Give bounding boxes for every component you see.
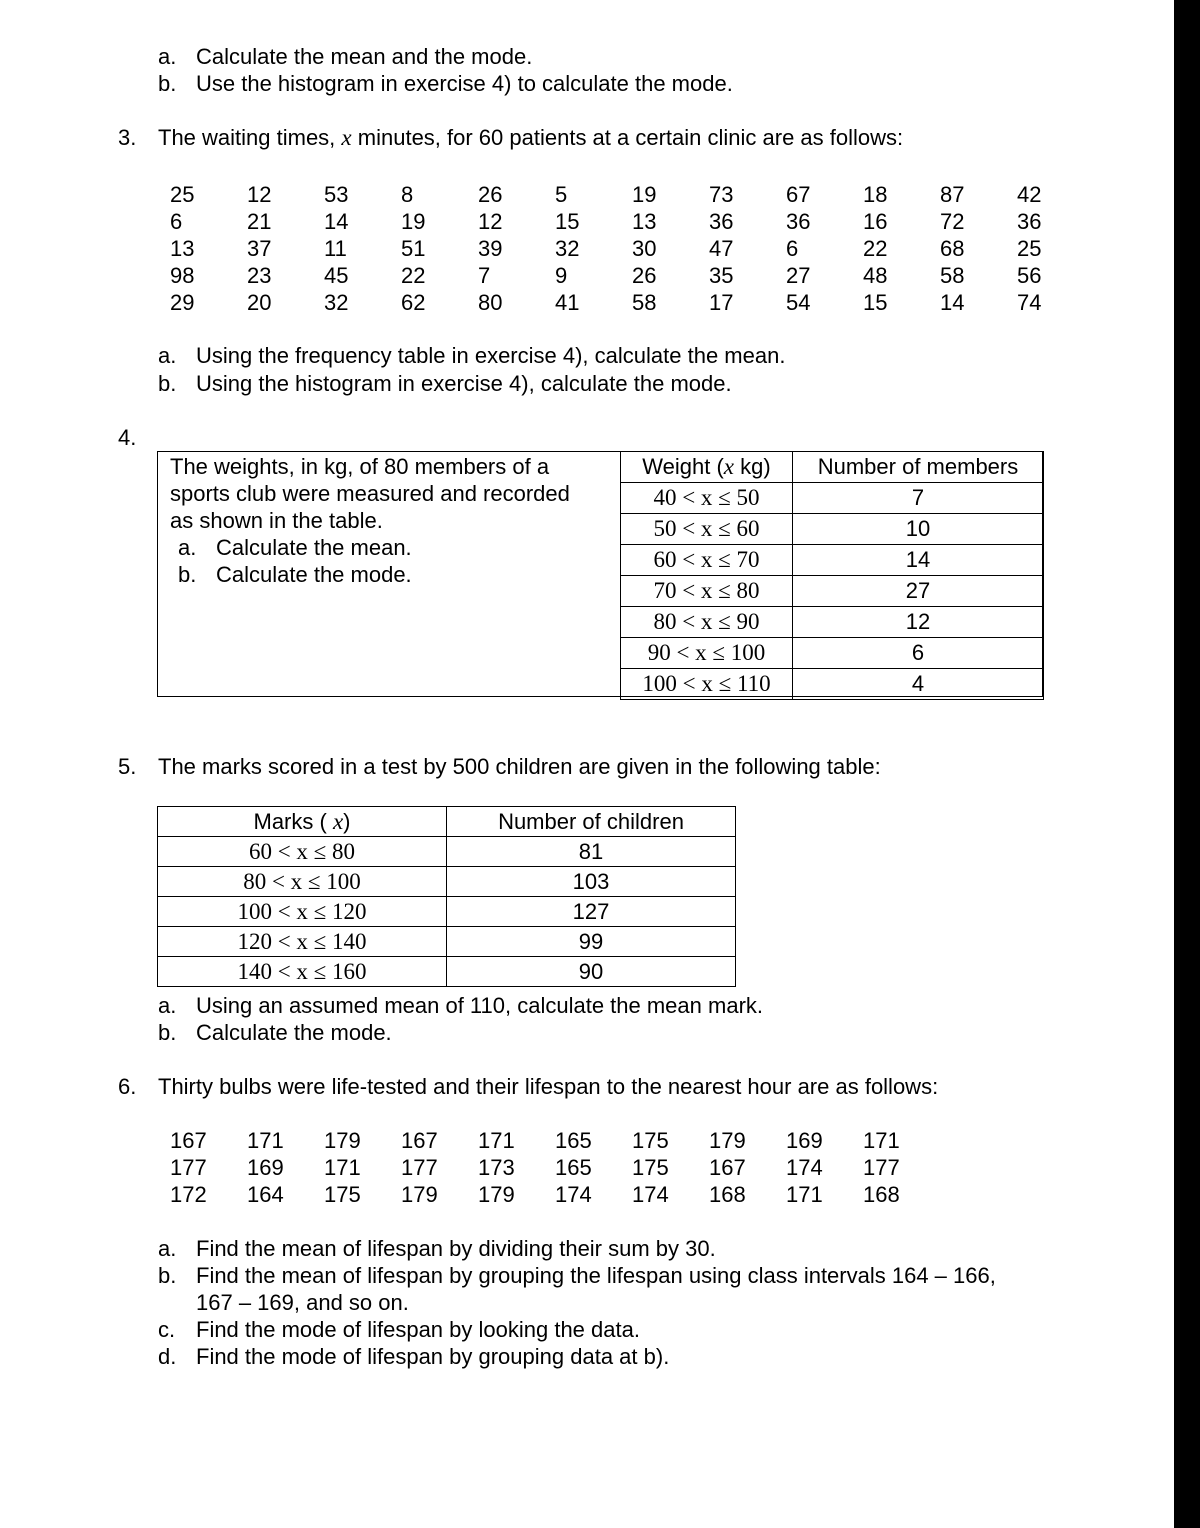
ex4-line-1: The weights, in kg, of 80 members of a — [170, 454, 550, 479]
ex6-data-value: 179 — [324, 1128, 361, 1153]
ex6-data-value: 171 — [247, 1128, 284, 1153]
ex6-data-value: 177 — [863, 1155, 900, 1180]
ex5-table-header — [158, 807, 736, 837]
ex5-part-a-text: Using an assumed mean of 110, calculate the mean mark. — [196, 993, 764, 1018]
ex4-part-b — [170, 561, 570, 588]
ex2-part-a — [158, 43, 532, 70]
table-row — [158, 927, 736, 957]
ex3-data-value: 23 — [247, 263, 272, 288]
ex3-data-value: 26 — [478, 182, 503, 207]
ex3-data-value: 45 — [324, 263, 349, 288]
ex3-data-value: 67 — [786, 182, 811, 207]
ex6-part-a-label: a. — [158, 1236, 177, 1261]
ex5-header-marks-post: ) — [343, 809, 351, 834]
ex3-data-value: 87 — [940, 182, 965, 207]
ex3-part-b-text: Using the histogram in exercise 4), calculate the mode. — [196, 371, 732, 396]
ex5-interval: 60 < x ≤ 80 — [158, 837, 447, 867]
ex4-table-header — [621, 452, 1044, 483]
ex6-data-row — [170, 1154, 940, 1181]
ex6-data-value: 169 — [247, 1155, 284, 1180]
ex3-data-row — [170, 289, 1094, 316]
ex6-data-value: 172 — [170, 1182, 207, 1207]
ex3-data-value: 29 — [170, 290, 195, 315]
ex3-data-value: 36 — [1017, 209, 1042, 234]
ex3-data-value: 8 — [401, 182, 414, 207]
ex3-data-value: 72 — [940, 209, 965, 234]
ex3-text-after: minutes, for 60 patients at a certain clinic are as follows: — [357, 125, 904, 150]
ex5-count: 127 — [447, 897, 736, 927]
ex4-count: 6 — [793, 638, 1044, 669]
ex4-line-3: as shown in the table. — [170, 508, 383, 533]
ex6-data-value: 174 — [632, 1182, 669, 1207]
ex5-part-b-text: Calculate the mode. — [196, 1020, 392, 1045]
ex3-data-value: 16 — [863, 209, 888, 234]
ex3-data-value: 32 — [555, 236, 580, 261]
ex3-data-value: 9 — [555, 263, 568, 288]
ex6-data-value: 174 — [786, 1155, 823, 1180]
ex4-part-a-label: a. — [178, 535, 197, 560]
ex3-data-value: 7 — [478, 263, 491, 288]
ex6-data-value: 175 — [632, 1128, 669, 1153]
ex6-part-a-text: Find the mean of lifespan by dividing their sum by 30. — [196, 1236, 716, 1261]
ex6-data-row — [170, 1127, 940, 1154]
ex2-part-a-label: a. — [158, 44, 177, 69]
ex5-marks-table — [157, 806, 736, 987]
ex4-header-weight-post: kg) — [734, 454, 771, 479]
ex6-data-value: 177 — [401, 1155, 438, 1180]
ex3-data-value: 42 — [1017, 182, 1042, 207]
table-row — [158, 897, 736, 927]
ex4-weight-table — [620, 451, 1044, 700]
ex3-data-value: 58 — [940, 263, 965, 288]
ex4-line-2: sports club were measured and recorded — [170, 481, 570, 506]
ex3-data-value: 68 — [940, 236, 965, 261]
ex6-data-value: 179 — [478, 1182, 515, 1207]
ex4-count: 4 — [793, 669, 1044, 700]
table-row — [158, 867, 736, 897]
ex6-data-value: 175 — [632, 1155, 669, 1180]
ex3-data-row — [170, 208, 1094, 235]
ex3-text-before: The waiting times, — [158, 125, 336, 150]
ex3-data-row — [170, 235, 1094, 262]
table-row — [621, 638, 1044, 669]
ex3-data-value: 22 — [863, 236, 888, 261]
ex3-data-value: 15 — [863, 290, 888, 315]
ex4-header-weight-var: x — [723, 454, 735, 479]
ex3-data-value: 6 — [170, 209, 183, 234]
ex3-data-value: 17 — [709, 290, 734, 315]
ex3-data-value: 74 — [1017, 290, 1042, 315]
ex3-data-value: 73 — [709, 182, 734, 207]
table-row — [621, 483, 1044, 514]
ex6-data-value: 179 — [401, 1182, 438, 1207]
ex6-data-value: 165 — [555, 1155, 592, 1180]
ex3-data-value: 13 — [632, 209, 657, 234]
ex2-part-b — [158, 70, 733, 97]
ex3-data-value: 6 — [786, 236, 799, 261]
ex6-data-value: 175 — [324, 1182, 361, 1207]
ex4-count: 27 — [793, 576, 1044, 607]
ex3-data-value: 20 — [247, 290, 272, 315]
ex5-interval: 100 < x ≤ 120 — [158, 897, 447, 927]
ex5-interval: 120 < x ≤ 140 — [158, 927, 447, 957]
ex3-data-value: 14 — [940, 290, 965, 315]
ex5-part-b — [158, 1019, 392, 1046]
ex6-part-c — [158, 1316, 640, 1343]
ex4-header-weight — [621, 452, 793, 483]
ex3-data-value: 21 — [247, 209, 272, 234]
ex2-part-b-label: b. — [158, 71, 177, 96]
ex3-data-value: 12 — [247, 182, 272, 207]
ex6-part-d — [158, 1343, 669, 1370]
table-row — [621, 607, 1044, 638]
ex3-part-a — [158, 342, 785, 369]
table-row — [158, 957, 736, 987]
ex4-count: 7 — [793, 483, 1044, 514]
ex3-data-value: 25 — [170, 182, 195, 207]
ex3-data-row — [170, 181, 1094, 208]
table-row — [158, 837, 736, 867]
ex6-data-value: 171 — [324, 1155, 361, 1180]
ex5-part-b-label: b. — [158, 1020, 177, 1045]
ex3-data-value: 32 — [324, 290, 349, 315]
ex4-part-b-text: Calculate the mode. — [216, 562, 412, 587]
ex5-header-children: Number of children — [447, 807, 736, 837]
ex6-data-value: 164 — [247, 1182, 284, 1207]
ex4-part-b-label: b. — [178, 562, 197, 587]
ex6-data-value: 168 — [709, 1182, 746, 1207]
ex3-data-value: 22 — [401, 263, 426, 288]
ex5-question — [118, 753, 881, 780]
ex3-data-row — [170, 262, 1094, 289]
ex3-data-value: 26 — [632, 263, 657, 288]
ex5-count: 90 — [447, 957, 736, 987]
ex3-data-value: 14 — [324, 209, 349, 234]
ex6-data-value: 167 — [709, 1155, 746, 1180]
ex4-interval: 80 < x ≤ 90 — [621, 607, 793, 638]
ex6-data-value: 169 — [786, 1128, 823, 1153]
table-row — [621, 545, 1044, 576]
ex4-interval: 50 < x ≤ 60 — [621, 514, 793, 545]
ex3-data-value: 58 — [632, 290, 657, 315]
ex3-data-value: 36 — [709, 209, 734, 234]
ex3-data-value: 36 — [786, 209, 811, 234]
ex3-data-value: 62 — [401, 290, 426, 315]
ex6-data-value: 171 — [786, 1182, 823, 1207]
ex3-data-value: 19 — [632, 182, 657, 207]
ex4-description — [170, 453, 570, 588]
ex3-data-value: 56 — [1017, 263, 1042, 288]
ex3-data-value: 53 — [324, 182, 349, 207]
ex6-part-d-label: d. — [158, 1344, 177, 1369]
ex3-part-a-text: Using the frequency table in exercise 4), calculate the mean. — [196, 343, 786, 368]
ex3-data-value: 35 — [709, 263, 734, 288]
ex6-data-value: 173 — [478, 1155, 515, 1180]
ex4-interval: 100 < x ≤ 110 — [621, 669, 793, 700]
ex4-count: 10 — [793, 514, 1044, 545]
ex4-count: 14 — [793, 545, 1044, 576]
table-row — [621, 514, 1044, 545]
ex3-number: 3. — [118, 125, 137, 150]
ex4-number: 4. — [118, 425, 137, 450]
ex3-data-value: 12 — [478, 209, 503, 234]
ex5-count: 103 — [447, 867, 736, 897]
ex4-header-members: Number of members — [793, 452, 1044, 483]
ex6-part-d-text: Find the mode of lifespan by grouping data at b). — [196, 1344, 670, 1369]
ex3-part-b-label: b. — [158, 371, 177, 396]
ex6-data-value: 167 — [401, 1128, 438, 1153]
ex3-data-value: 37 — [247, 236, 272, 261]
ex3-data-value: 48 — [863, 263, 888, 288]
ex6-data-value: 174 — [555, 1182, 592, 1207]
ex6-data-value: 168 — [863, 1182, 900, 1207]
page-edge-bar — [1174, 0, 1200, 1528]
ex6-data-row — [170, 1181, 940, 1208]
ex2-part-a-text: Calculate the mean and the mode. — [196, 44, 533, 69]
ex3-data-value: 25 — [1017, 236, 1042, 261]
ex3-part-b — [158, 370, 732, 397]
ex6-data-value: 177 — [170, 1155, 207, 1180]
ex6-number: 6. — [118, 1074, 137, 1099]
ex3-question — [118, 124, 903, 151]
ex3-data-value: 41 — [555, 290, 580, 315]
ex5-header-marks — [158, 807, 447, 837]
table-row — [621, 669, 1044, 700]
ex6-data-value: 179 — [709, 1128, 746, 1153]
ex6-part-c-text: Find the mode of lifespan by looking the data. — [196, 1317, 640, 1342]
ex3-data-value: 11 — [324, 236, 347, 261]
table-row — [621, 576, 1044, 607]
ex5-part-a — [158, 992, 763, 1019]
ex5-count: 81 — [447, 837, 736, 867]
ex6-part-b-continuation: 167 – 169, and so on. — [196, 1290, 409, 1315]
ex6-part-b — [158, 1262, 996, 1289]
ex6-data-grid — [170, 1127, 940, 1208]
ex4-interval: 70 < x ≤ 80 — [621, 576, 793, 607]
ex6-part-b-label: b. — [158, 1263, 177, 1288]
ex6-part-b-text: Find the mean of lifespan by grouping the lifespan using class intervals 164 – 166, — [196, 1263, 996, 1288]
ex3-data-value: 30 — [632, 236, 657, 261]
ex3-data-value: 80 — [478, 290, 503, 315]
ex5-header-marks-var: x — [332, 809, 344, 834]
ex3-data-value: 18 — [863, 182, 888, 207]
ex4-interval: 90 < x ≤ 100 — [621, 638, 793, 669]
ex3-data-value: 15 — [555, 209, 580, 234]
ex3-data-value: 54 — [786, 290, 811, 315]
ex4-part-a-text: Calculate the mean. — [216, 535, 412, 560]
ex3-part-a-label: a. — [158, 343, 177, 368]
ex4-count: 12 — [793, 607, 1044, 638]
ex3-data-value: 98 — [170, 263, 195, 288]
ex5-part-a-label: a. — [158, 993, 177, 1018]
ex5-text: The marks scored in a test by 500 children are given in the following table: — [158, 754, 881, 779]
ex3-data-value: 19 — [401, 209, 426, 234]
ex5-interval: 140 < x ≤ 160 — [158, 957, 447, 987]
ex5-interval: 80 < x ≤ 100 — [158, 867, 447, 897]
ex4-part-a — [170, 534, 570, 561]
ex3-variable: x — [341, 125, 352, 150]
ex6-part-a — [158, 1235, 716, 1262]
ex2-part-b-text: Use the histogram in exercise 4) to calculate the mode. — [196, 71, 733, 96]
ex3-data-value: 13 — [170, 236, 195, 261]
ex5-header-marks-pre: Marks ( — [253, 809, 327, 834]
ex3-data-value: 47 — [709, 236, 734, 261]
ex5-count: 99 — [447, 927, 736, 957]
ex3-data-value: 27 — [786, 263, 811, 288]
ex5-number: 5. — [118, 754, 137, 779]
ex6-data-value: 171 — [863, 1128, 900, 1153]
ex4-interval: 60 < x ≤ 70 — [621, 545, 793, 576]
ex6-part-c-label: c. — [158, 1317, 176, 1342]
ex6-question — [118, 1073, 938, 1100]
ex4-header-weight-pre: Weight ( — [642, 454, 724, 479]
ex6-data-value: 171 — [478, 1128, 515, 1153]
ex6-data-value: 165 — [555, 1128, 592, 1153]
ex6-data-value: 167 — [170, 1128, 207, 1153]
ex3-data-value: 5 — [555, 182, 568, 207]
ex3-data-value: 39 — [478, 236, 503, 261]
ex4-interval: 40 < x ≤ 50 — [621, 483, 793, 514]
ex3-data-grid — [170, 181, 1094, 316]
ex6-text: Thirty bulbs were life-tested and their lifespan to the nearest hour are as follows: — [158, 1074, 939, 1099]
ex3-data-value: 51 — [401, 236, 426, 261]
